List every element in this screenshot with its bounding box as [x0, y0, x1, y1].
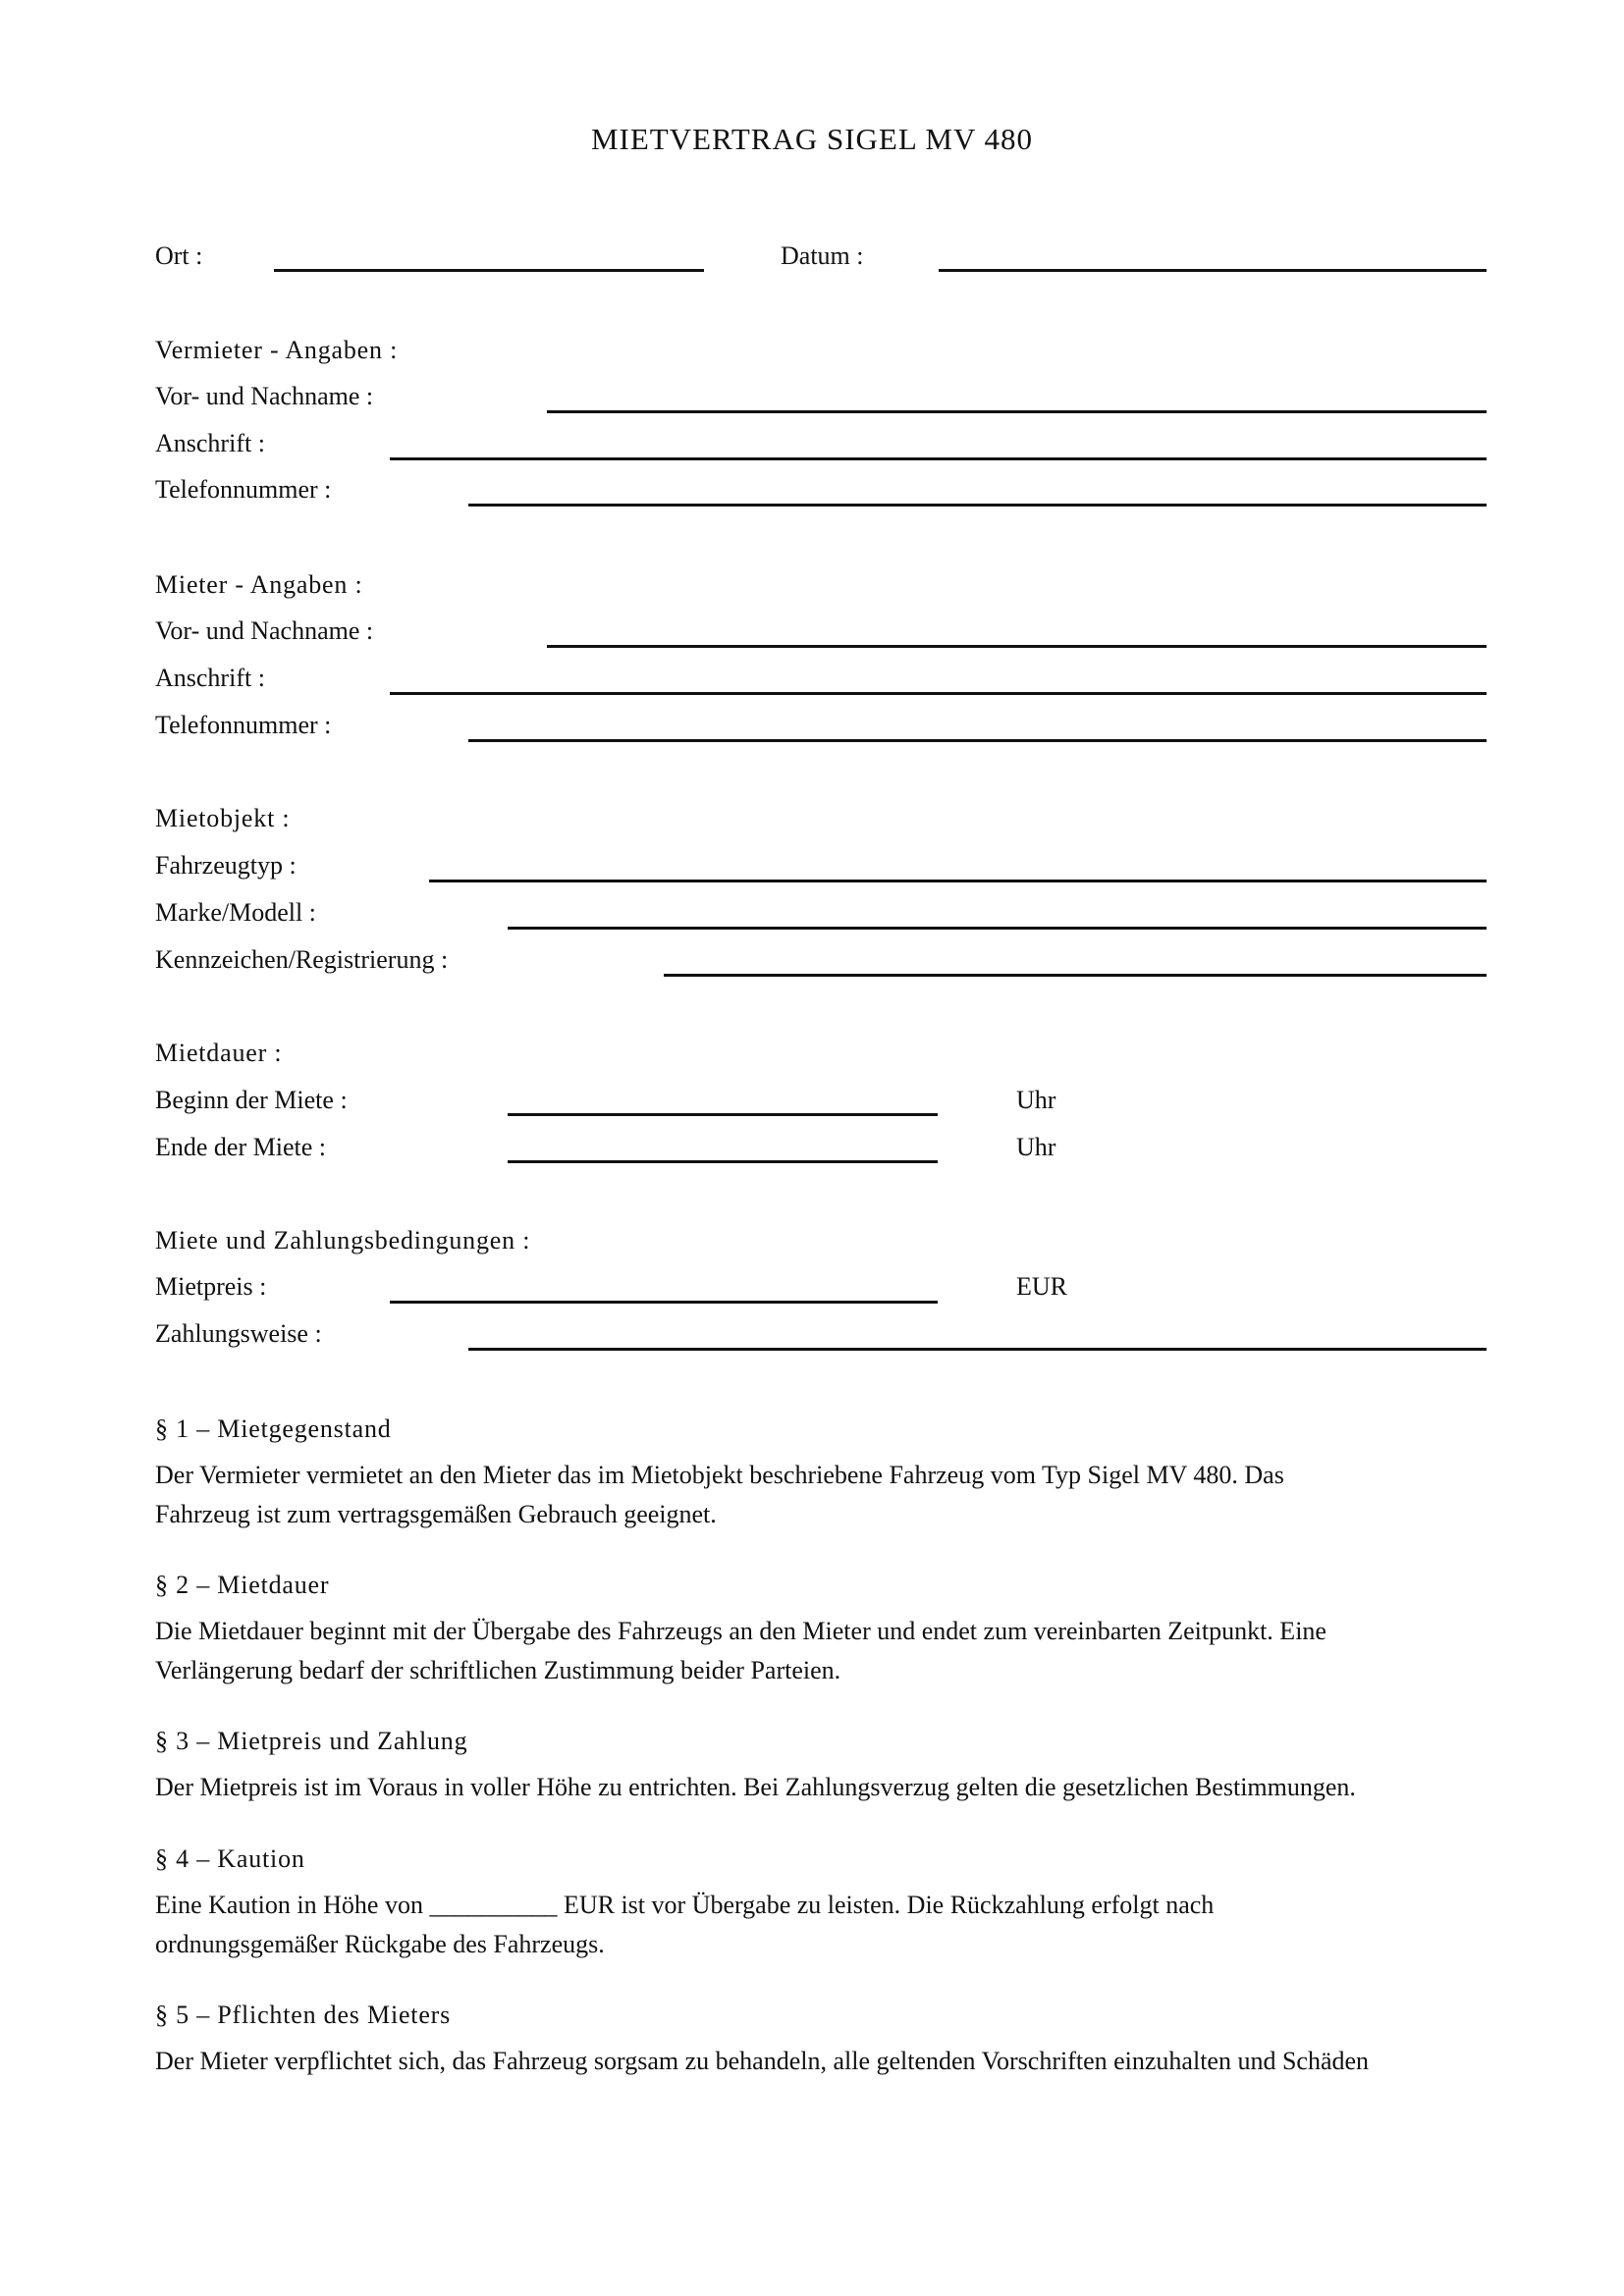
fahrzeugtyp-label: Fahrzeugtyp :	[155, 851, 297, 880]
section-2-line-2: Verlängerung bedarf der schriftlichen Zustimmung beider Parteien.	[155, 1656, 841, 1684]
datum-label: Datum :	[781, 241, 864, 270]
vermieter-address-field[interactable]	[390, 457, 1487, 460]
section-1-heading: § 1 – Mietgegenstand	[155, 1415, 392, 1443]
kennzeichen-field[interactable]	[664, 974, 1487, 977]
beginn-field[interactable]	[508, 1113, 938, 1116]
vermieter-name-label: Vor- und Nachname :	[155, 382, 374, 410]
section-3-text	[155, 1768, 1471, 1807]
mietobjekt-heading: Mietobjekt :	[155, 804, 291, 832]
section-1-line-2: Fahrzeug ist zum vertragsgemäßen Gebrauch geeignet.	[155, 1500, 717, 1528]
zahlung-heading: Miete und Zahlungsbedingungen :	[155, 1226, 531, 1255]
section-3-line-1: Der Mietpreis ist im Voraus in voller Höhe zu entrichten. Bei Zahlungsverzug gelten die gesetzlichen Bestimmungen.	[155, 1773, 1356, 1801]
mieter-name-field[interactable]	[547, 645, 1487, 648]
mietdauer-heading: Mietdauer :	[155, 1039, 283, 1067]
section-5-line-1: Der Mieter verpflichtet sich, das Fahrzeug sorgsam zu behandeln, alle geltenden Vorschriften einzuhalten und Schäden	[155, 2047, 1370, 2075]
mietpreis-label: Mietpreis :	[155, 1272, 267, 1301]
mieter-name-label: Vor- und Nachname :	[155, 616, 374, 645]
beginn-label: Beginn der Miete :	[155, 1086, 348, 1114]
ende-unit: Uhr	[1016, 1133, 1056, 1161]
marke-modell-field[interactable]	[508, 927, 1487, 930]
beginn-unit: Uhr	[1016, 1086, 1056, 1114]
ort-label: Ort :	[155, 241, 203, 270]
mieter-heading: Mieter - Angaben :	[155, 570, 363, 599]
vermieter-heading: Vermieter - Angaben :	[155, 336, 399, 364]
ende-field[interactable]	[508, 1160, 938, 1163]
mietpreis-field[interactable]	[390, 1301, 938, 1304]
section-4-line-2: ordnungsgemäßer Rückgabe des Fahrzeugs.	[155, 1930, 605, 1958]
ort-field[interactable]	[274, 269, 704, 272]
zahlungsweise-label: Zahlungsweise :	[155, 1319, 322, 1348]
marke-modell-label: Marke/Modell :	[155, 898, 316, 927]
section-2-text	[155, 1612, 1471, 1690]
vermieter-address-label: Anschrift :	[155, 429, 265, 457]
mietpreis-currency: EUR	[1016, 1272, 1067, 1301]
section-4-line-1: Eine Kaution in Höhe von __________ EUR ist vor Übergabe zu leisten. Die Rückzahlung erfolgt nach	[155, 1891, 1215, 1919]
ende-label: Ende der Miete :	[155, 1133, 326, 1161]
section-2-line-1: Die Mietdauer beginnt mit der Übergabe des Fahrzeugs an den Mieter und endet zum vereinbarten Zeitpunkt. Eine	[155, 1617, 1326, 1645]
mieter-phone-field[interactable]	[468, 739, 1487, 742]
section-1-line-1: Der Vermieter vermietet an den Mieter das im Mietobjekt beschriebene Fahrzeug vom Typ Sigel MV 480. Das	[155, 1461, 1284, 1489]
section-4-heading: § 4 – Kaution	[155, 1844, 305, 1873]
section-4-text	[155, 1886, 1471, 1964]
vermieter-phone-label: Telefonnummer :	[155, 475, 332, 504]
section-2-heading: § 2 – Mietdauer	[155, 1571, 330, 1599]
mieter-phone-label: Telefonnummer :	[155, 711, 332, 739]
datum-field[interactable]	[939, 269, 1487, 272]
vermieter-name-field[interactable]	[547, 410, 1487, 413]
section-3-heading: § 3 – Mietpreis und Zahlung	[155, 1727, 468, 1755]
mieter-address-field[interactable]	[390, 692, 1487, 695]
zahlungsweise-field[interactable]	[468, 1348, 1487, 1351]
section-1-text	[155, 1456, 1471, 1534]
kennzeichen-label: Kennzeichen/Registrierung :	[155, 945, 449, 974]
document-title: MIETVERTRAG SIGEL MV 480	[590, 122, 1034, 156]
fahrzeugtyp-field[interactable]	[429, 880, 1487, 882]
mieter-address-label: Anschrift :	[155, 664, 265, 692]
vermieter-phone-field[interactable]	[468, 504, 1487, 507]
section-5-heading: § 5 – Pflichten des Mieters	[155, 2001, 452, 2029]
section-5-text	[155, 2042, 1471, 2081]
